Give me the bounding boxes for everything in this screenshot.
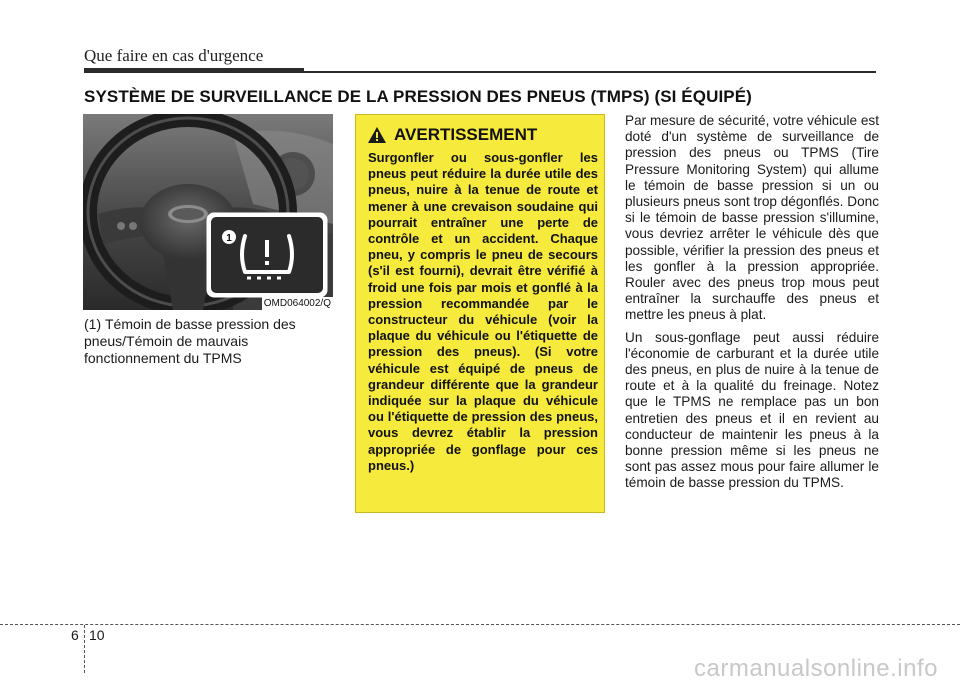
header-rule — [84, 71, 876, 73]
body-paragraph: Par mesure de sécurité, votre véhicule est doté d'un système de surveillance de pression des pneus ou TPMS (Tire Pressure Monitoring System) qui allume le témoin de basse pression si un ou plusieurs pneus sont trop dégonflés. Donc si le témoin de basse pression s'illumine, vous devriez arrêter le véhicule dès que possible, vérifier la pression des pneus et les gonfler à la pression appropriée. Rouler avec des pneus trop mous peut entraîner la surchauffe des pneus et mettre les pneus à plat. — [625, 113, 879, 323]
warning-text: Surgonfler ou sous-gonfler les pneus peut réduire la durée utile des pneus, nuire à la tenue de route et mener à une crevaison soudaine qui pourrait entraîner une perte de contrôle et un accident. Chaque pneu, y compris le pneu de secours (s'il est fourni), devrait être vérifié à froid une fois par mois et gonflé à la pression recommandée par le constructeur du véhicule (voir la plaque du véhicule ou l'étiquette de pression des pneus). (Si votre véhicule est équipé de pneus de grandeur différente que la grandeur indiquée sur la plaque du véhicule ou l'étiquette de pression des pneus, vous devrez établir la pression appropriée de gonflage pour ces pneus.) — [368, 150, 598, 473]
caption-number: (1) — [84, 316, 102, 332]
footer-divider — [84, 625, 85, 673]
warning-box — [355, 114, 605, 513]
watermark: carmanualsonline.info — [694, 655, 938, 682]
steering-wheel-illustration — [83, 114, 333, 310]
warning-header — [368, 125, 537, 145]
dashboard-photo — [83, 114, 333, 310]
chapter-number: 6 — [71, 627, 79, 643]
body-text — [625, 113, 879, 498]
section-heading: SYSTÈME DE SURVEILLANCE DE LA PRESSION DES PNEUS (TMPS) (SI ÉQUIPÉ) — [84, 87, 752, 106]
figure-caption — [84, 316, 339, 367]
footer-rule — [0, 624, 960, 625]
warning-title: AVERTISSEMENT — [394, 125, 538, 144]
page-number: 10 — [89, 627, 105, 643]
caption-text: Témoin de basse pression des pneus/Témoin de mauvais fonctionnement du TPMS — [84, 316, 296, 366]
page-header-title: Que faire en cas d'urgence — [84, 46, 264, 65]
warning-triangle-icon — [368, 127, 386, 143]
figure-code: OMD064002/Q — [263, 298, 331, 309]
callout-number: 1 — [226, 233, 232, 244]
body-paragraph: Un sous-gonflage peut aussi réduire l'économie de carburant et la durée utile des pneus, en plus de nuire à la tenue de route et à la qualité du freinage. Notez que le TPMS ne remplace pas un bon entretien des pneus et il en revient au conducteur de maintenir les pneus à la bonne pression même si les pneus ne sont pas assez mous pour faire allumer le témoin de basse pression du TPMS. — [625, 329, 879, 491]
